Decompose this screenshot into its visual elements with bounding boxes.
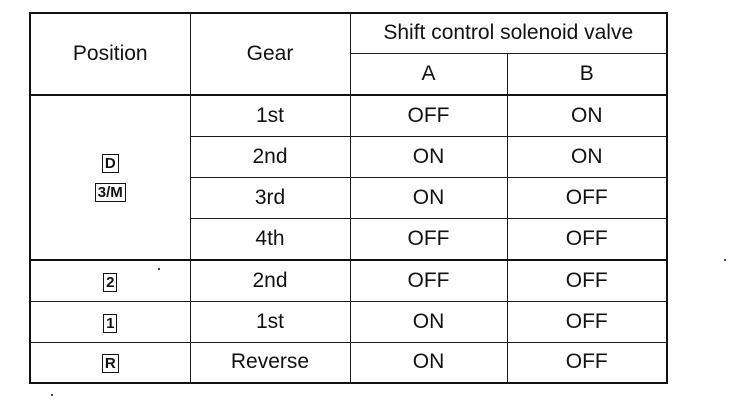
gear-cell: Reverse: [190, 342, 350, 383]
position-cell-1: [30, 301, 190, 342]
gear-cell: 1st: [190, 95, 350, 136]
valve-b-cell: OFF: [507, 301, 667, 342]
table-row: [30, 260, 667, 301]
header-position: Position: [30, 13, 190, 95]
table-row: [30, 95, 667, 136]
header-valve-a: A: [350, 53, 507, 95]
valve-b-cell: ON: [507, 136, 667, 177]
valve-a-cell: ON: [350, 301, 507, 342]
valve-b-cell: OFF: [507, 218, 667, 260]
solenoid-table: [29, 12, 668, 384]
valve-b-cell: OFF: [507, 177, 667, 218]
gear-cell: 3rd: [190, 177, 350, 218]
header-valve-b: B: [507, 53, 667, 95]
gear-cell: 4th: [190, 218, 350, 260]
position-cell-d-3m: [30, 95, 190, 260]
position-d-badge: D: [102, 154, 119, 173]
valve-b-cell: ON: [507, 95, 667, 136]
header-solenoid-group: Shift control solenoid valve: [350, 13, 667, 53]
position-r-badge: R: [102, 354, 119, 373]
table-row: [30, 301, 667, 342]
valve-a-cell: ON: [350, 136, 507, 177]
position-2-badge: 2: [103, 273, 117, 292]
valve-a-cell: ON: [350, 177, 507, 218]
position-cell-r: [30, 342, 190, 383]
valve-a-cell: OFF: [350, 218, 507, 260]
gear-cell: 2nd: [190, 260, 350, 301]
valve-a-cell: OFF: [350, 95, 507, 136]
valve-b-cell: OFF: [507, 342, 667, 383]
gear-cell: 2nd: [190, 136, 350, 177]
gear-cell: 1st: [190, 301, 350, 342]
header-gear: Gear: [190, 13, 350, 95]
position-1-badge: 1: [103, 314, 117, 333]
position-cell-2: [30, 260, 190, 301]
scan-speck: [158, 268, 160, 270]
table-row: [30, 342, 667, 383]
scan-speck: [51, 394, 53, 396]
valve-a-cell: ON: [350, 342, 507, 383]
position-3m-badge: 3/M: [95, 183, 126, 202]
scan-speck: [724, 259, 726, 261]
valve-a-cell: OFF: [350, 260, 507, 301]
valve-b-cell: OFF: [507, 260, 667, 301]
